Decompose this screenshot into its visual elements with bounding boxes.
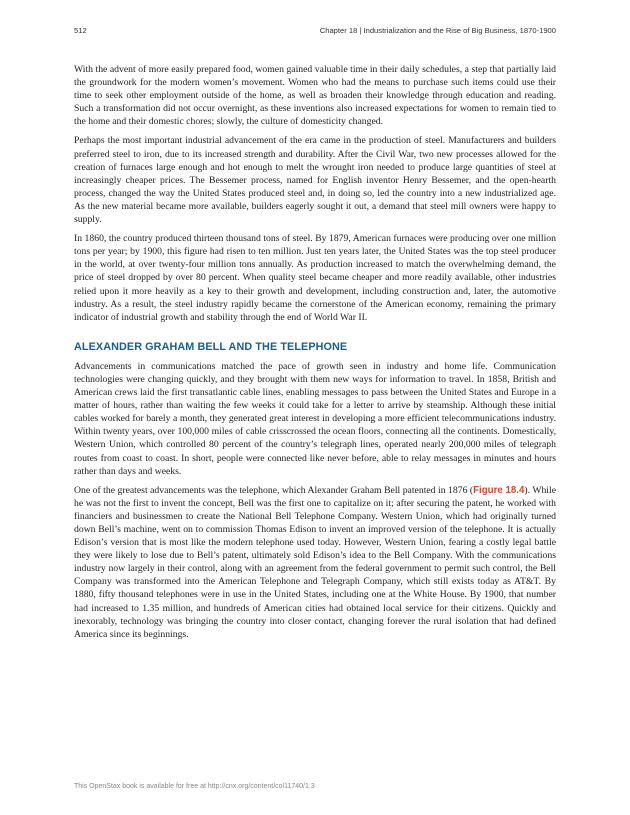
section-heading: ALEXANDER GRAHAM BELL AND THE TELEPHONE [74, 340, 348, 353]
chapter-title: Chapter 18 | Industrialization and the Rise of Big Business, 1870-1900 [319, 26, 556, 35]
paragraph-telephone-rest: ). While he was not the first to invent the concept, Bell was the first one to capitalize on it; after securing the patent, he worked with financiers and businessmen to create the National Bell Telephone Company. Western Union, which had originally turned down Bell’s machine, went on to commission Thomas Edison to invent an improved version of the telephone. It is actually Edison’s version that is most like the modern telephone used today. However, Western Union, fearing a costly legal battle they were likely to lose due to Bell’s patent, ultimately sold Edison’s idea to the Bell Company. With the communications industry now largely in their control, along with an agreement from the federal government to permit such control, the Bell Company was transformed into the American Telephone and Telegraph Company, which still exists today as AT&T. By 1880, fifty thousand telephones were in use in the United States, including one at the White House. By 1900, that number had increased to 1.35 million, and hundreds of American cities had obtained local service for their citizens. Quickly and inexorably, technology was bringing the country into closer contact, changing forever the rural isolation that had defined America since its beginnings. [74, 484, 556, 640]
paragraph-telephone [74, 484, 556, 641]
paragraph-steel-production: In 1860, the country produced thirteen thousand tons of steel. By 1879, American furnaces were producing over one million tons per year; by 1900, this figure had risen to ten million. Just ten years later, the United States was the top steel producer in the world, at over twenty-four million tons annually. As production increased to match the overwhelming demand, the price of steel dropped by over 80 percent. When quality steel became cheaper and more readily available, other industries relied upon it more heavily as a key to their growth and development, including construction and, later, the automotive industry. As a result, the steel industry rapidly became the cornerstone of the American economy, remaining the primary indicator of industrial growth and stability through the end of World War II. [74, 233, 556, 323]
figure-reference-link[interactable]: Figure 18.4 [473, 484, 525, 496]
paragraph-domesticity: With the advent of more easily prepared food, women gained valuable time in their daily schedules, a step that partially laid the groundwork for the modern women’s movement. Women who had the means to purchase such items could use their time to seek other employment outside of the home, as well as broaden their knowledge through education and reading. Such a transformation did not occur overnight, as these inventions also increased expectations for women to remain tied to the home and their domestic chores; slowly, the culture of domesticity changed. [74, 64, 556, 128]
running-header [74, 26, 556, 35]
page-number: 512 [74, 26, 87, 35]
footer-note: This OpenStax book is available for free at http://cnx.org/content/col11740/1.3 [74, 783, 315, 790]
body-text [74, 63, 556, 647]
paragraph-communications: Advancements in communications matched the pace of growth seen in industry and home life. Communication technologies were changing quickly, and they brought with them new ways for information to travel. In 1858, British and American crews laid the first transatlantic cable lines, enabling messages to pass between the United States and Europe in a matter of hours, rather than waiting the few weeks it could take for a letter to arrive by steamship. Although these initial cables worked for barely a month, they generated great interest in developing a more efficient telecommunications industry. Within twenty years, over 100,000 miles of cable crisscrossed the ocean floors, connecting all the continents. Domestically, Western Union, which controlled 80 percent of the country’s telegraph lines, operated nearly 200,000 miles of telegraph routes from coast to coast. In short, people were connected like never before, able to relay messages in minutes and hours rather than days and weeks. [74, 360, 556, 477]
paragraph-telephone-start: One of the greatest advancements was the telephone, which Alexander Graham Bell patented in 1876 ( [74, 484, 474, 496]
paragraph-steel-processes: Perhaps the most important industrial advancement of the era came in the production of steel. Manufacturers and builders preferred steel to iron, due to its increased strength and durability. After the Civil War, two new processes allowed for the creation of furnaces large enough and hot enough to melt the wrought iron needed to produce large quantities of steel at increasingly cheaper prices. The Bessemer process, named for English inventor Henry Bessemer, and the open-hearth process, changed the way the United States produced steel and, in doing so, led the country into a new industrialized age. As the new material became more available, builders eagerly sought it out, a demand that steel mill owners were happy to supply. [74, 135, 556, 226]
